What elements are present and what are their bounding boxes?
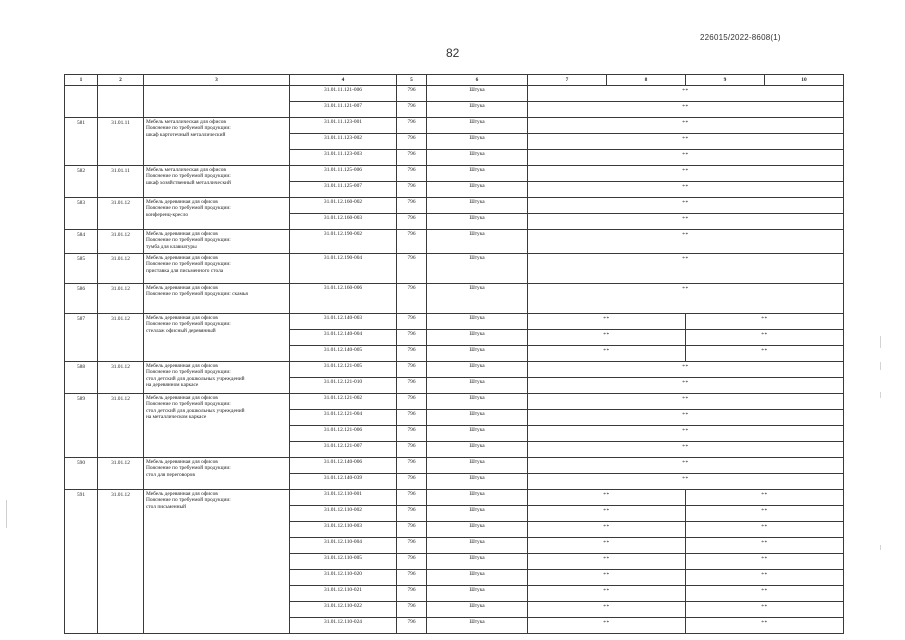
unit-code-cell: 796	[397, 166, 427, 182]
description-cell: Мебель деревянная для офисов Пояснение по требуемой продукции: тумба для клавиатуры	[144, 230, 290, 254]
scan-artifact	[880, 392, 881, 398]
marker-cell: **	[528, 458, 844, 474]
column-header: 3	[144, 75, 290, 86]
unit-code-cell: 796	[397, 118, 427, 134]
table-row	[65, 458, 844, 474]
table-row	[65, 362, 844, 378]
item-number-cell: 589	[65, 394, 98, 458]
unit-code-cell: 796	[397, 394, 427, 410]
description-cell: Мебель деревянная для офисов Пояснение по требуемой продукции: стеллаж офисный деревянный	[144, 314, 290, 362]
unit-code-cell: 796	[397, 410, 427, 426]
unit-name-cell: Штука	[427, 330, 528, 346]
table-row	[65, 166, 844, 182]
item-number-cell: 581	[65, 118, 98, 166]
unit-name-cell: Штука	[427, 198, 528, 214]
unit-code-cell: 796	[397, 538, 427, 554]
table-body	[65, 86, 844, 634]
item-number-cell: 588	[65, 362, 98, 394]
ktru-code-cell: 31.01.12.121-010	[290, 378, 397, 394]
marker-cell: **	[528, 166, 844, 182]
unit-name-cell: Штука	[427, 570, 528, 586]
unit-code-cell: 796	[397, 314, 427, 330]
marker-cell: **	[528, 134, 844, 150]
marker-cell: **	[528, 254, 844, 284]
ktru-code-cell: 31.01.12.110-022	[290, 602, 397, 618]
unit-name-cell: Штука	[427, 394, 528, 410]
okpd-code-cell: 31.01.12	[98, 314, 144, 362]
scan-artifact	[6, 500, 7, 528]
marker-cell: **	[686, 314, 844, 330]
marker-cell: **	[686, 330, 844, 346]
marker-cell: **	[528, 618, 686, 634]
marker-cell: **	[528, 394, 844, 410]
description-cell: Мебель металлическая для офисов Пояснение по требуемой продукции: шкаф картотечный металлический	[144, 118, 290, 166]
unit-code-cell: 796	[397, 198, 427, 214]
marker-cell: **	[686, 570, 844, 586]
document-number: 226015/2022-8608(1)	[700, 33, 781, 42]
ktru-code-cell: 31.01.12.160-006	[290, 284, 397, 314]
unit-name-cell: Штука	[427, 458, 528, 474]
marker-cell: **	[686, 618, 844, 634]
unit-name-cell: Штука	[427, 166, 528, 182]
ktru-code-cell: 31.01.12.110-004	[290, 538, 397, 554]
marker-cell: **	[528, 378, 844, 394]
description-cell: Мебель деревянная для офисов Пояснение по требуемой продукции: приставка для письменного стола	[144, 254, 290, 284]
unit-code-cell: 796	[397, 426, 427, 442]
item-number-cell	[65, 86, 98, 118]
item-number-cell: 585	[65, 254, 98, 284]
marker-cell: **	[528, 538, 686, 554]
ktru-code-cell: 31.01.11.123-002	[290, 134, 397, 150]
unit-name-cell: Штука	[427, 554, 528, 570]
marker-cell: **	[528, 346, 686, 362]
column-header: 4	[290, 75, 397, 86]
okpd-code-cell: 31.01.12	[98, 284, 144, 314]
ktru-code-cell: 31.01.12.110-001	[290, 490, 397, 506]
scan-artifact	[880, 336, 881, 348]
ktru-code-cell: 31.01.12.121-006	[290, 426, 397, 442]
ktru-code-cell: 31.01.12.110-021	[290, 586, 397, 602]
scan-artifact	[880, 362, 881, 370]
unit-code-cell: 796	[397, 254, 427, 284]
marker-cell: **	[686, 522, 844, 538]
unit-name-cell: Штука	[427, 618, 528, 634]
marker-cell: **	[528, 554, 686, 570]
marker-cell: **	[528, 198, 844, 214]
ktru-code-cell: 31.01.12.190-002	[290, 230, 397, 254]
table-row	[65, 284, 844, 314]
ktru-code-cell: 31.01.12.140-003	[290, 314, 397, 330]
column-header: 5	[397, 75, 427, 86]
column-header: 1	[65, 75, 98, 86]
unit-name-cell: Штука	[427, 214, 528, 230]
scan-artifact	[880, 545, 881, 550]
marker-cell: **	[528, 362, 844, 378]
item-number-cell: 587	[65, 314, 98, 362]
ktru-code-cell: 31.01.11.123-003	[290, 150, 397, 166]
column-header: 10	[765, 75, 844, 86]
marker-cell: **	[528, 442, 844, 458]
unit-code-cell: 796	[397, 150, 427, 166]
marker-cell: **	[528, 602, 686, 618]
marker-cell: **	[528, 214, 844, 230]
table-row	[65, 254, 844, 284]
ktru-code-cell: 31.01.12.190-004	[290, 254, 397, 284]
marker-cell: **	[528, 570, 686, 586]
okpd-code-cell: 31.01.11	[98, 118, 144, 166]
unit-code-cell: 796	[397, 230, 427, 254]
marker-cell: **	[528, 410, 844, 426]
unit-name-cell: Штука	[427, 538, 528, 554]
table-row	[65, 118, 844, 134]
marker-cell: **	[528, 490, 686, 506]
okpd-code-cell: 31.01.12	[98, 198, 144, 230]
unit-code-cell: 796	[397, 490, 427, 506]
marker-cell: **	[686, 554, 844, 570]
item-number-cell: 584	[65, 230, 98, 254]
unit-name-cell: Штука	[427, 442, 528, 458]
marker-cell: **	[686, 346, 844, 362]
unit-code-cell: 796	[397, 284, 427, 314]
ktru-code-cell: 31.01.11.123-001	[290, 118, 397, 134]
unit-code-cell: 796	[397, 522, 427, 538]
ktru-code-cell: 31.01.12.160-002	[290, 198, 397, 214]
column-header: 6	[427, 75, 528, 86]
unit-code-cell: 796	[397, 182, 427, 198]
unit-code-cell: 796	[397, 102, 427, 118]
description-cell	[144, 86, 290, 118]
ktru-code-cell: 31.01.12.110-003	[290, 522, 397, 538]
ktru-code-cell: 31.01.12.110-005	[290, 554, 397, 570]
okpd-code-cell: 31.01.12	[98, 458, 144, 490]
table-row	[65, 86, 844, 102]
description-cell: Мебель деревянная для офисов Пояснение по требуемой продукции: стол письменный	[144, 490, 290, 634]
unit-code-cell: 796	[397, 378, 427, 394]
okpd-code-cell: 31.01.12	[98, 230, 144, 254]
marker-cell: **	[528, 314, 686, 330]
ktru-code-cell: 31.01.11.125-007	[290, 182, 397, 198]
unit-name-cell: Штука	[427, 522, 528, 538]
marker-cell: **	[528, 522, 686, 538]
unit-name-cell: Штука	[427, 506, 528, 522]
unit-code-cell: 796	[397, 506, 427, 522]
unit-name-cell: Штука	[427, 602, 528, 618]
unit-name-cell: Штука	[427, 426, 528, 442]
description-cell: Мебель деревянная для офисов Пояснение по требуемой продукции: стол для переговоров	[144, 458, 290, 490]
ktru-code-cell: 31.01.12.140-004	[290, 330, 397, 346]
unit-code-cell: 796	[397, 134, 427, 150]
ktru-code-cell: 31.01.12.160-003	[290, 214, 397, 230]
item-number-cell: 586	[65, 284, 98, 314]
description-cell: Мебель деревянная для офисов Пояснение по требуемой продукции: конференц-кресло	[144, 198, 290, 230]
unit-name-cell: Штука	[427, 102, 528, 118]
unit-name-cell: Штука	[427, 150, 528, 166]
okpd-code-cell: 31.01.11	[98, 166, 144, 198]
marker-cell: **	[528, 150, 844, 166]
marker-cell: **	[528, 284, 844, 314]
marker-cell: **	[528, 230, 844, 254]
ktru-code-cell: 31.01.12.121-004	[290, 410, 397, 426]
unit-name-cell: Штука	[427, 118, 528, 134]
unit-code-cell: 796	[397, 346, 427, 362]
item-number-cell: 582	[65, 166, 98, 198]
okpd-code-cell: 31.01.12	[98, 490, 144, 634]
unit-code-cell: 796	[397, 214, 427, 230]
unit-code-cell: 796	[397, 474, 427, 490]
ktru-code-cell: 31.01.12.110-024	[290, 618, 397, 634]
unit-code-cell: 796	[397, 362, 427, 378]
marker-cell: **	[528, 506, 686, 522]
marker-cell: **	[528, 118, 844, 134]
column-header: 7	[528, 75, 607, 86]
table-row	[65, 394, 844, 410]
okpd-code-cell: 31.01.12	[98, 394, 144, 458]
ktru-code-cell: 31.01.11.121-006	[290, 86, 397, 102]
item-number-cell: 590	[65, 458, 98, 490]
ktru-code-cell: 31.01.12.140-039	[290, 474, 397, 490]
unit-code-cell: 796	[397, 554, 427, 570]
table-row	[65, 490, 844, 506]
description-cell: Мебель металлическая для офисов Пояснение по требуемой продукции: шкаф хозяйственный металлический	[144, 166, 290, 198]
unit-name-cell: Штука	[427, 314, 528, 330]
unit-name-cell: Штука	[427, 182, 528, 198]
unit-name-cell: Штука	[427, 474, 528, 490]
marker-cell: **	[686, 602, 844, 618]
unit-code-cell: 796	[397, 330, 427, 346]
marker-cell: **	[528, 586, 686, 602]
marker-cell: **	[686, 586, 844, 602]
ktru-code-cell: 31.01.12.110-002	[290, 506, 397, 522]
unit-name-cell: Штука	[427, 134, 528, 150]
unit-name-cell: Штука	[427, 378, 528, 394]
item-number-cell: 583	[65, 198, 98, 230]
ktru-code-cell: 31.01.12.110-020	[290, 570, 397, 586]
column-header: 2	[98, 75, 144, 86]
column-header: 8	[607, 75, 686, 86]
unit-name-cell: Штука	[427, 230, 528, 254]
unit-code-cell: 796	[397, 618, 427, 634]
description-cell: Мебель деревянная для офисов Пояснение по требуемой продукции: стол детский для дошкольных учреждений на металлическом каркасе	[144, 394, 290, 458]
unit-name-cell: Штука	[427, 586, 528, 602]
unit-code-cell: 796	[397, 602, 427, 618]
unit-code-cell: 796	[397, 586, 427, 602]
marker-cell: **	[528, 426, 844, 442]
table-row	[65, 230, 844, 254]
okpd-code-cell: 31.01.12	[98, 254, 144, 284]
unit-name-cell: Штука	[427, 254, 528, 284]
table-row	[65, 314, 844, 330]
unit-name-cell: Штука	[427, 86, 528, 102]
unit-code-cell: 796	[397, 442, 427, 458]
ktru-code-cell: 31.01.11.125-006	[290, 166, 397, 182]
marker-cell: **	[686, 538, 844, 554]
page-number: 82	[446, 46, 460, 60]
unit-code-cell: 796	[397, 570, 427, 586]
unit-code-cell: 796	[397, 458, 427, 474]
unit-name-cell: Штука	[427, 346, 528, 362]
marker-cell: **	[686, 506, 844, 522]
ktru-code-cell: 31.01.12.121-007	[290, 442, 397, 458]
marker-cell: **	[528, 86, 844, 102]
item-number-cell: 591	[65, 490, 98, 634]
ktru-code-cell: 31.01.12.140-005	[290, 346, 397, 362]
ktru-code-cell: 31.01.12.121-005	[290, 362, 397, 378]
marker-cell: **	[528, 474, 844, 490]
table-row	[65, 198, 844, 214]
procurement-table	[64, 74, 844, 634]
marker-cell: **	[528, 182, 844, 198]
marker-cell: **	[528, 102, 844, 118]
description-cell: Мебель деревянная для офисов Пояснение по требуемой продукции: скамья	[144, 284, 290, 314]
unit-name-cell: Штука	[427, 284, 528, 314]
description-cell: Мебель деревянная для офисов Пояснение по требуемой продукции: стол детский для дошкольных учреждений на деревянном каркасе	[144, 362, 290, 394]
ktru-code-cell: 31.01.11.121-007	[290, 102, 397, 118]
unit-code-cell: 796	[397, 86, 427, 102]
unit-name-cell: Штука	[427, 490, 528, 506]
ktru-code-cell: 31.01.12.140-006	[290, 458, 397, 474]
table-header-row	[65, 75, 844, 86]
column-header: 9	[686, 75, 765, 86]
marker-cell: **	[686, 490, 844, 506]
unit-name-cell: Штука	[427, 410, 528, 426]
ktru-code-cell: 31.01.12.121-002	[290, 394, 397, 410]
okpd-code-cell: 31.01.12	[98, 362, 144, 394]
okpd-code-cell	[98, 86, 144, 118]
unit-name-cell: Штука	[427, 362, 528, 378]
marker-cell: **	[528, 330, 686, 346]
